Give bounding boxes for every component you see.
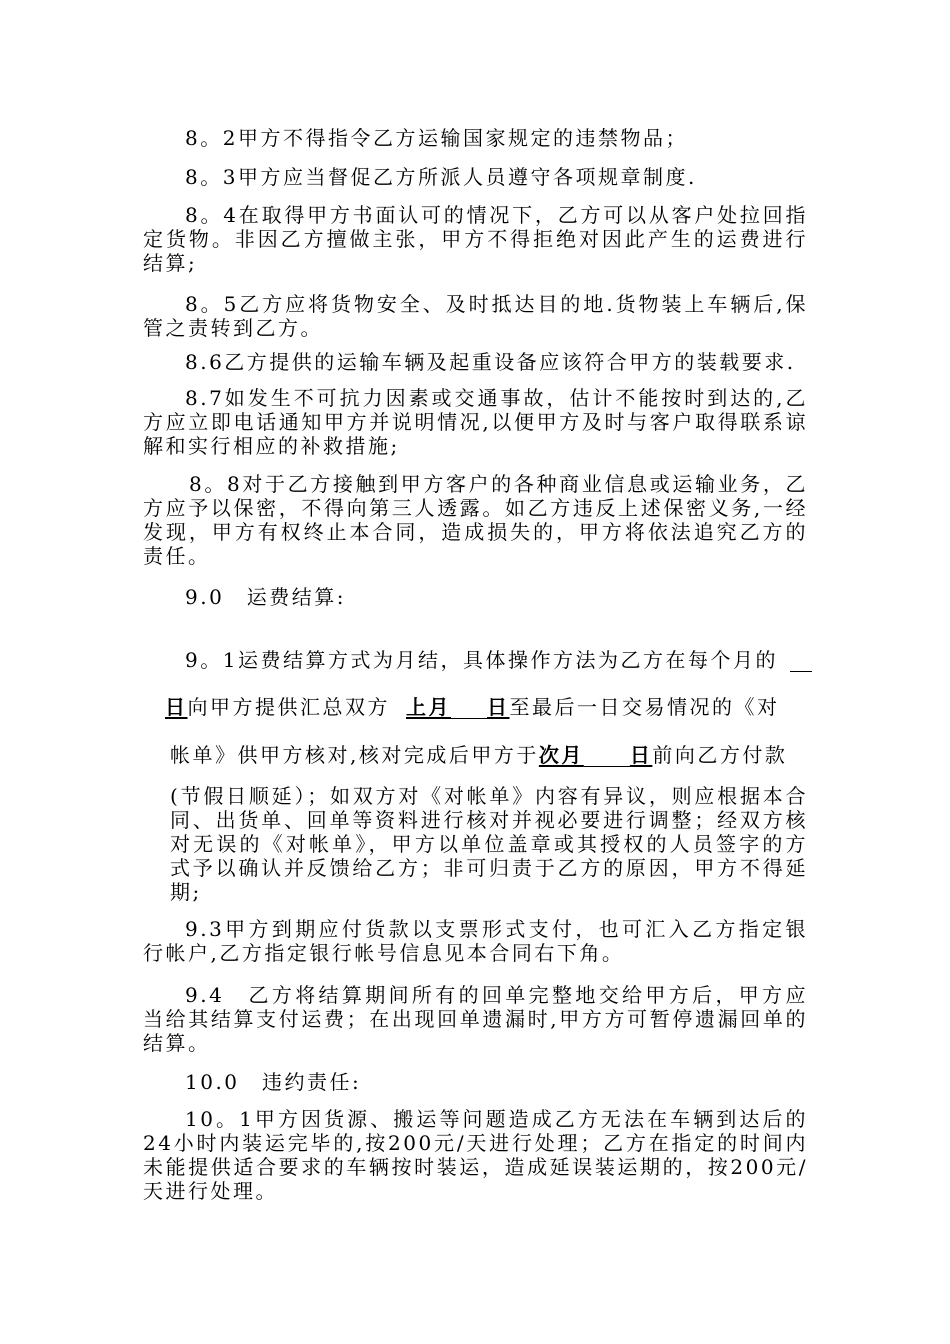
clause-9-1-text-1: 9。1运费结算方式为月结，具体操作方法为乙方在每个月的 [185, 648, 778, 672]
clause-8-5: 8。5乙方应将货物安全、及时抵达目的地.货物装上车辆后,保管之责转到乙方。 [143, 292, 808, 340]
next-month-field[interactable]: 次月 [538, 743, 584, 767]
clause-8-4: 8。4在取得甲方书面认可的情况下，乙方可以从客户处拉回指定货物。非因乙方擅做主张，甲方不得拒绝对因此产生的运费进行结算; [143, 203, 808, 275]
clause-9-1-line-2 [165, 695, 780, 719]
clause-9-4: 9.4 乙方将结算期间所有的回单完整地交给甲方后，甲方应当给其结算支付运费；在出现回单遗漏时,甲方方可暂停遗漏回单的结算。 [143, 983, 808, 1055]
clause-8-7: 8.7如发生不可抗力因素或交通事故，估计不能按时到达的,乙方应立即电话通知甲方并说明情况,以便甲方及时与客户取得联系谅解和实行相应的补救措施; [143, 386, 808, 458]
last-month-day-blank[interactable] [451, 696, 487, 719]
clause-8-3: 8。3甲方应当督促乙方所派人员遵守各项规章制度. [185, 165, 697, 189]
clause-9-1-text-4: 帐单》供甲方核对,核对完成后甲方于 [170, 743, 539, 767]
clause-10-1: 10。1甲方因货源、搬运等问题造成乙方无法在车辆到达后的24小时内装运完毕的,按200元/天进行处理；乙方在指定的时间内未能提供适合要求的车辆按时装运，造成延误装运期的，按200元/天进行处理。 [143, 1107, 808, 1203]
clause-8-2: 8。2甲方不得指令乙方运输国家规定的违禁物品； [185, 126, 688, 150]
next-month-day-field[interactable]: 日 [629, 743, 653, 767]
last-month-field[interactable]: 上月 [406, 695, 451, 719]
clause-9-1-line-3 [170, 743, 787, 767]
clause-9-1-text-5: 前向乙方付款 [652, 743, 788, 767]
clause-9-1-text-2: 向甲方提供汇总双方 [187, 695, 390, 719]
next-month-day-blank[interactable] [584, 744, 630, 767]
settlement-day-field[interactable]: 日 [165, 695, 188, 719]
clause-8-6: 8.6乙方提供的运输车辆及起重设备应该符合甲方的装载要求. [185, 350, 796, 374]
clause-8-8: 8。8对于乙方接触到甲方客户的各种商业信息或运输业务，乙方应予以保密，不得向第三人透露。如乙方违反上述保密义务,一经发现，甲方有权终止本合同，造成损失的，甲方将依法追究乙方的责任。 [143, 472, 808, 568]
heading-10-0: 10.0 违约责任: [185, 1070, 362, 1094]
heading-9-0: 9.0 运费结算: [185, 585, 347, 609]
last-month-day-field[interactable]: 日 [487, 695, 510, 719]
clause-9-1-text-3: 至最后一日交易情况的《对 [509, 695, 780, 719]
clause-9-1-continuation: (节假日顺延）；如双方对《对帐单》内容有异议，则应根据本合同、出货单、回单等资料进行核对并视必要进行调整；经双方核对无误的《对帐单》，甲方以单位盖章或其授权的人员签字的方式予以确认并反馈给乙方；非可归责于乙方的原因，甲方不得延期; [170, 784, 808, 904]
day-blank-field[interactable] [790, 649, 812, 672]
clause-9-1-line-1 [185, 648, 812, 672]
clause-9-3: 9.3甲方到期应付货款以支票形式支付，也可汇入乙方指定银行帐户,乙方指定银行帐号信息见本合同右下角。 [143, 917, 808, 965]
